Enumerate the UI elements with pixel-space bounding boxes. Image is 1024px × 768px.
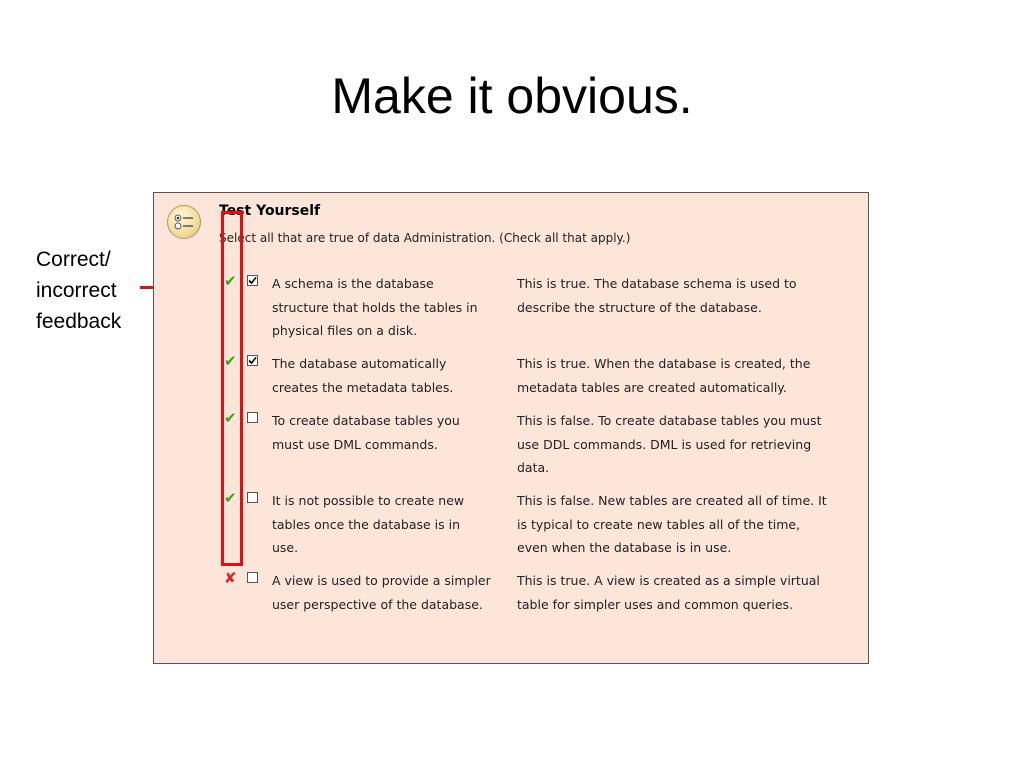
question-line: must use DML commands. [272, 436, 438, 452]
feedback-line: data. [517, 460, 550, 475]
answer-checkbox[interactable] [247, 492, 258, 503]
question-feedback [517, 489, 857, 560]
answer-checkbox[interactable] [247, 412, 258, 423]
question-text [272, 272, 508, 343]
feedback-line: This is true. The database schema is used to [517, 276, 797, 291]
feedback-callout [36, 244, 121, 337]
feedback-line: This is true. When the database is created, the [517, 356, 811, 371]
answer-checkbox[interactable] [247, 355, 258, 366]
question-line: physical files on a disk. [272, 323, 418, 338]
quiz-instructions: Select all that are true of data Administration. (Check all that apply.) [219, 231, 631, 245]
question-text [272, 409, 508, 456]
question-line: It is not possible to create new [272, 493, 465, 508]
feedback-line: This is true. A view is created as a simple virtual [517, 573, 820, 588]
answer-checkbox[interactable] [247, 572, 258, 583]
feedback-highlight-box [221, 211, 243, 566]
question-text [272, 352, 508, 399]
correct-check-icon: ✔ [224, 489, 237, 507]
question-feedback [517, 352, 857, 399]
question-feedback [517, 272, 857, 319]
question-text [272, 489, 508, 560]
question-line: structure that holds the tables in [272, 299, 478, 315]
callout-line: incorrect [36, 279, 117, 302]
question-text [272, 569, 508, 616]
correct-check-icon: ✔ [224, 352, 237, 370]
question-feedback [517, 569, 857, 616]
quiz-title: Test Yourself [219, 203, 321, 219]
incorrect-x-icon: ✘ [224, 569, 237, 587]
question-line: use. [272, 540, 299, 555]
callout-line: feedback [36, 310, 122, 333]
question-line: creates the metadata tables. [272, 379, 454, 395]
feedback-line: table for simpler uses and common queries. [517, 596, 794, 612]
feedback-line: use DDL commands. DML is used for retrieving [517, 436, 812, 452]
feedback-line: even when the database is in use. [517, 540, 732, 555]
question-line: tables once the database is in [272, 516, 461, 532]
question-line: A view is used to provide a simpler [272, 573, 491, 588]
correct-check-icon: ✔ [224, 409, 237, 427]
feedback-line: describe the structure of the database. [517, 299, 762, 315]
feedback-line: metadata tables are created automatically. [517, 379, 787, 395]
feedback-line: This is false. To create database tables you must [517, 413, 822, 428]
feedback-line: is typical to create new tables all of the time, [517, 516, 801, 532]
question-line: A schema is the database [272, 276, 434, 291]
feedback-line: This is false. New tables are created all of time. It [517, 493, 827, 508]
slide-title: Make it obvious. [331, 68, 693, 124]
callout-line: Correct/ [36, 248, 111, 271]
question-line: The database automatically [272, 356, 447, 371]
quiz-icon [167, 205, 201, 239]
answer-checkbox[interactable] [247, 275, 258, 286]
question-line: user perspective of the database. [272, 596, 483, 612]
question-line: To create database tables you [272, 413, 460, 428]
question-feedback [517, 409, 857, 480]
checkmark-icon [248, 356, 257, 365]
correct-check-icon: ✔ [224, 272, 237, 290]
checkmark-icon [248, 276, 257, 285]
quiz-panel [153, 192, 869, 664]
